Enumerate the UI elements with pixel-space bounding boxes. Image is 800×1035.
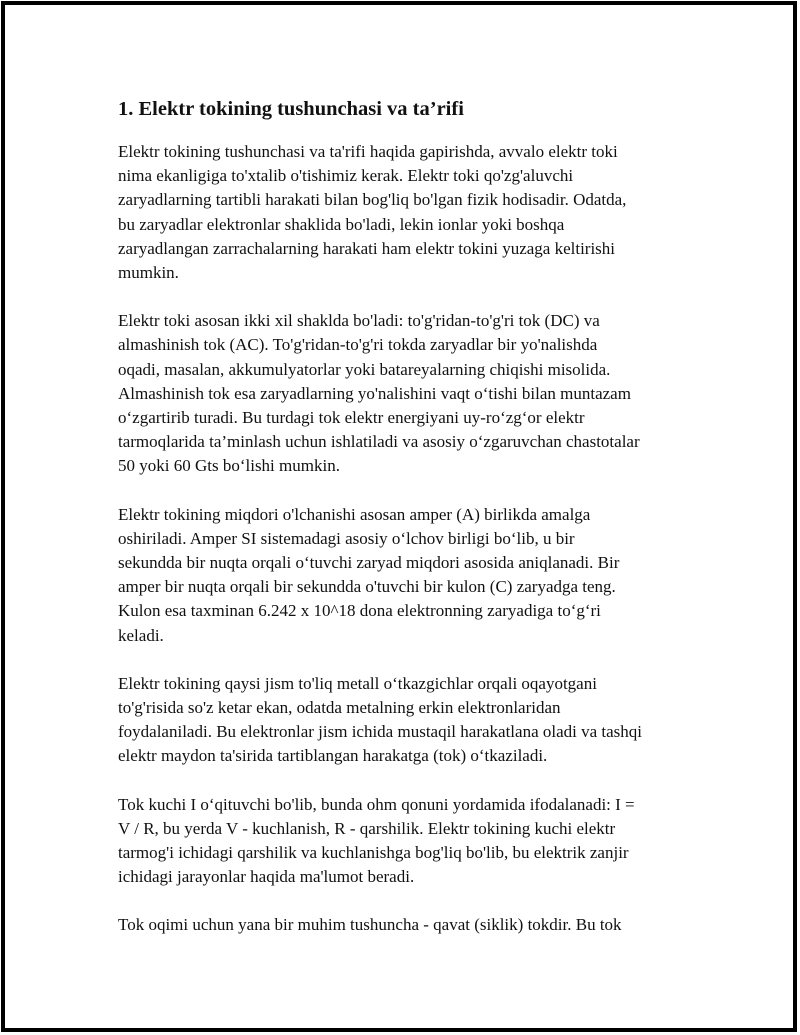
paragraph-ohms-law: Tok kuchi I o‘qituvchi bo'lib, bunda ohm qonuni yordamida ifodalanadi: I = V / R, bu yerda V - kuchlanish, R - qarshilik. Elektr tokining kuchi elektr tarmog'i ichidagi qarshilik va kuchlanishga bog'liq bo'lib, bu elektrik zanjir ichidagi jarayonlar haqida ma'lumot beradi. (118, 794, 635, 887)
page-frame (1, 1, 797, 1032)
document-body (118, 91, 692, 962)
section-heading: 1. Elektr tokining tushunchasi va ta’rifi (118, 98, 464, 120)
paragraph-cyclic-current: Tok oqimi uchun yana bir muhim tushuncha - qavat (siklik) tokdir. Bu tok (118, 915, 622, 935)
paragraph-ampere: Elektr tokining miqdori o'lchanishi asosan amper (A) birlikda amalga oshiriladi. Amper SI sistemadagi asosiy o‘lchov birligi bo‘lib, u bir sekundda bir nuqta orqali o‘tuvchi zaryad miqdori asosida aniqlanadi. Bir amper bir nuqta orqali bir sekundda o'tuvchi bir kulon (C) zaryadga teng. Kulon esa taxminan 6.242 x 10^18 dona elektronning zaryadiga to‘g‘ri keladi. (118, 504, 620, 645)
paragraph-dc-ac: Elektr toki asosan ikki xil shaklda bo'ladi: to'g'ridan-to'g'ri tok (DC) va almashinish tok (AC). To'g'ridan-to'g'ri tokda zaryadlar bir yo'nalishda oqadi, masalan, akkumulyatorlar yoki batareyalarning chiqishi misolida. Almashinish tok esa zaryadlarning yo'nalishini vaqt o‘tishi bilan muntazam o‘zgartirib turadi. Bu turdagi tok elektr energiyani uy-ro‘zg‘or elektr tarmoqlarida ta’minlash uchun ishlatiladi va asosiy o‘zgaruvchan chastotalar 50 yoki 60 Gts bo‘lishi mumkin. (118, 311, 640, 476)
paragraph-definition: Elektr tokining tushunchasi va ta'rifi haqida gapirishda, avvalo elektr toki nima ekanligiga to'xtalib o'tishimiz kerak. Elektr toki qo'zg'aluvchi zaryadlarning tartibli harakati bilan bog'liq bo'lgan fizik hodisadir. Odatda, bu zaryadlar elektronlar shaklida bo'ladi, lekin ionlar yoki boshqa zaryadlangan zarrachalarning harakati ham elektr tokini yuzaga keltirishi mumkin. (118, 142, 627, 283)
paragraph-metal-conductors: Elektr tokining qaysi jism to'liq metall o‘tkazgichlar orqali oqayotgani to'g'risida so'z ketar ekan, odatda metalning erkin elektronlaridan foydalaniladi. Bu elektronlar jism ichida mustaqil harakatlana oladi va tashqi elektr maydon ta'sirida tartiblangan harakatga (tok) o‘tkaziladi. (118, 673, 643, 766)
